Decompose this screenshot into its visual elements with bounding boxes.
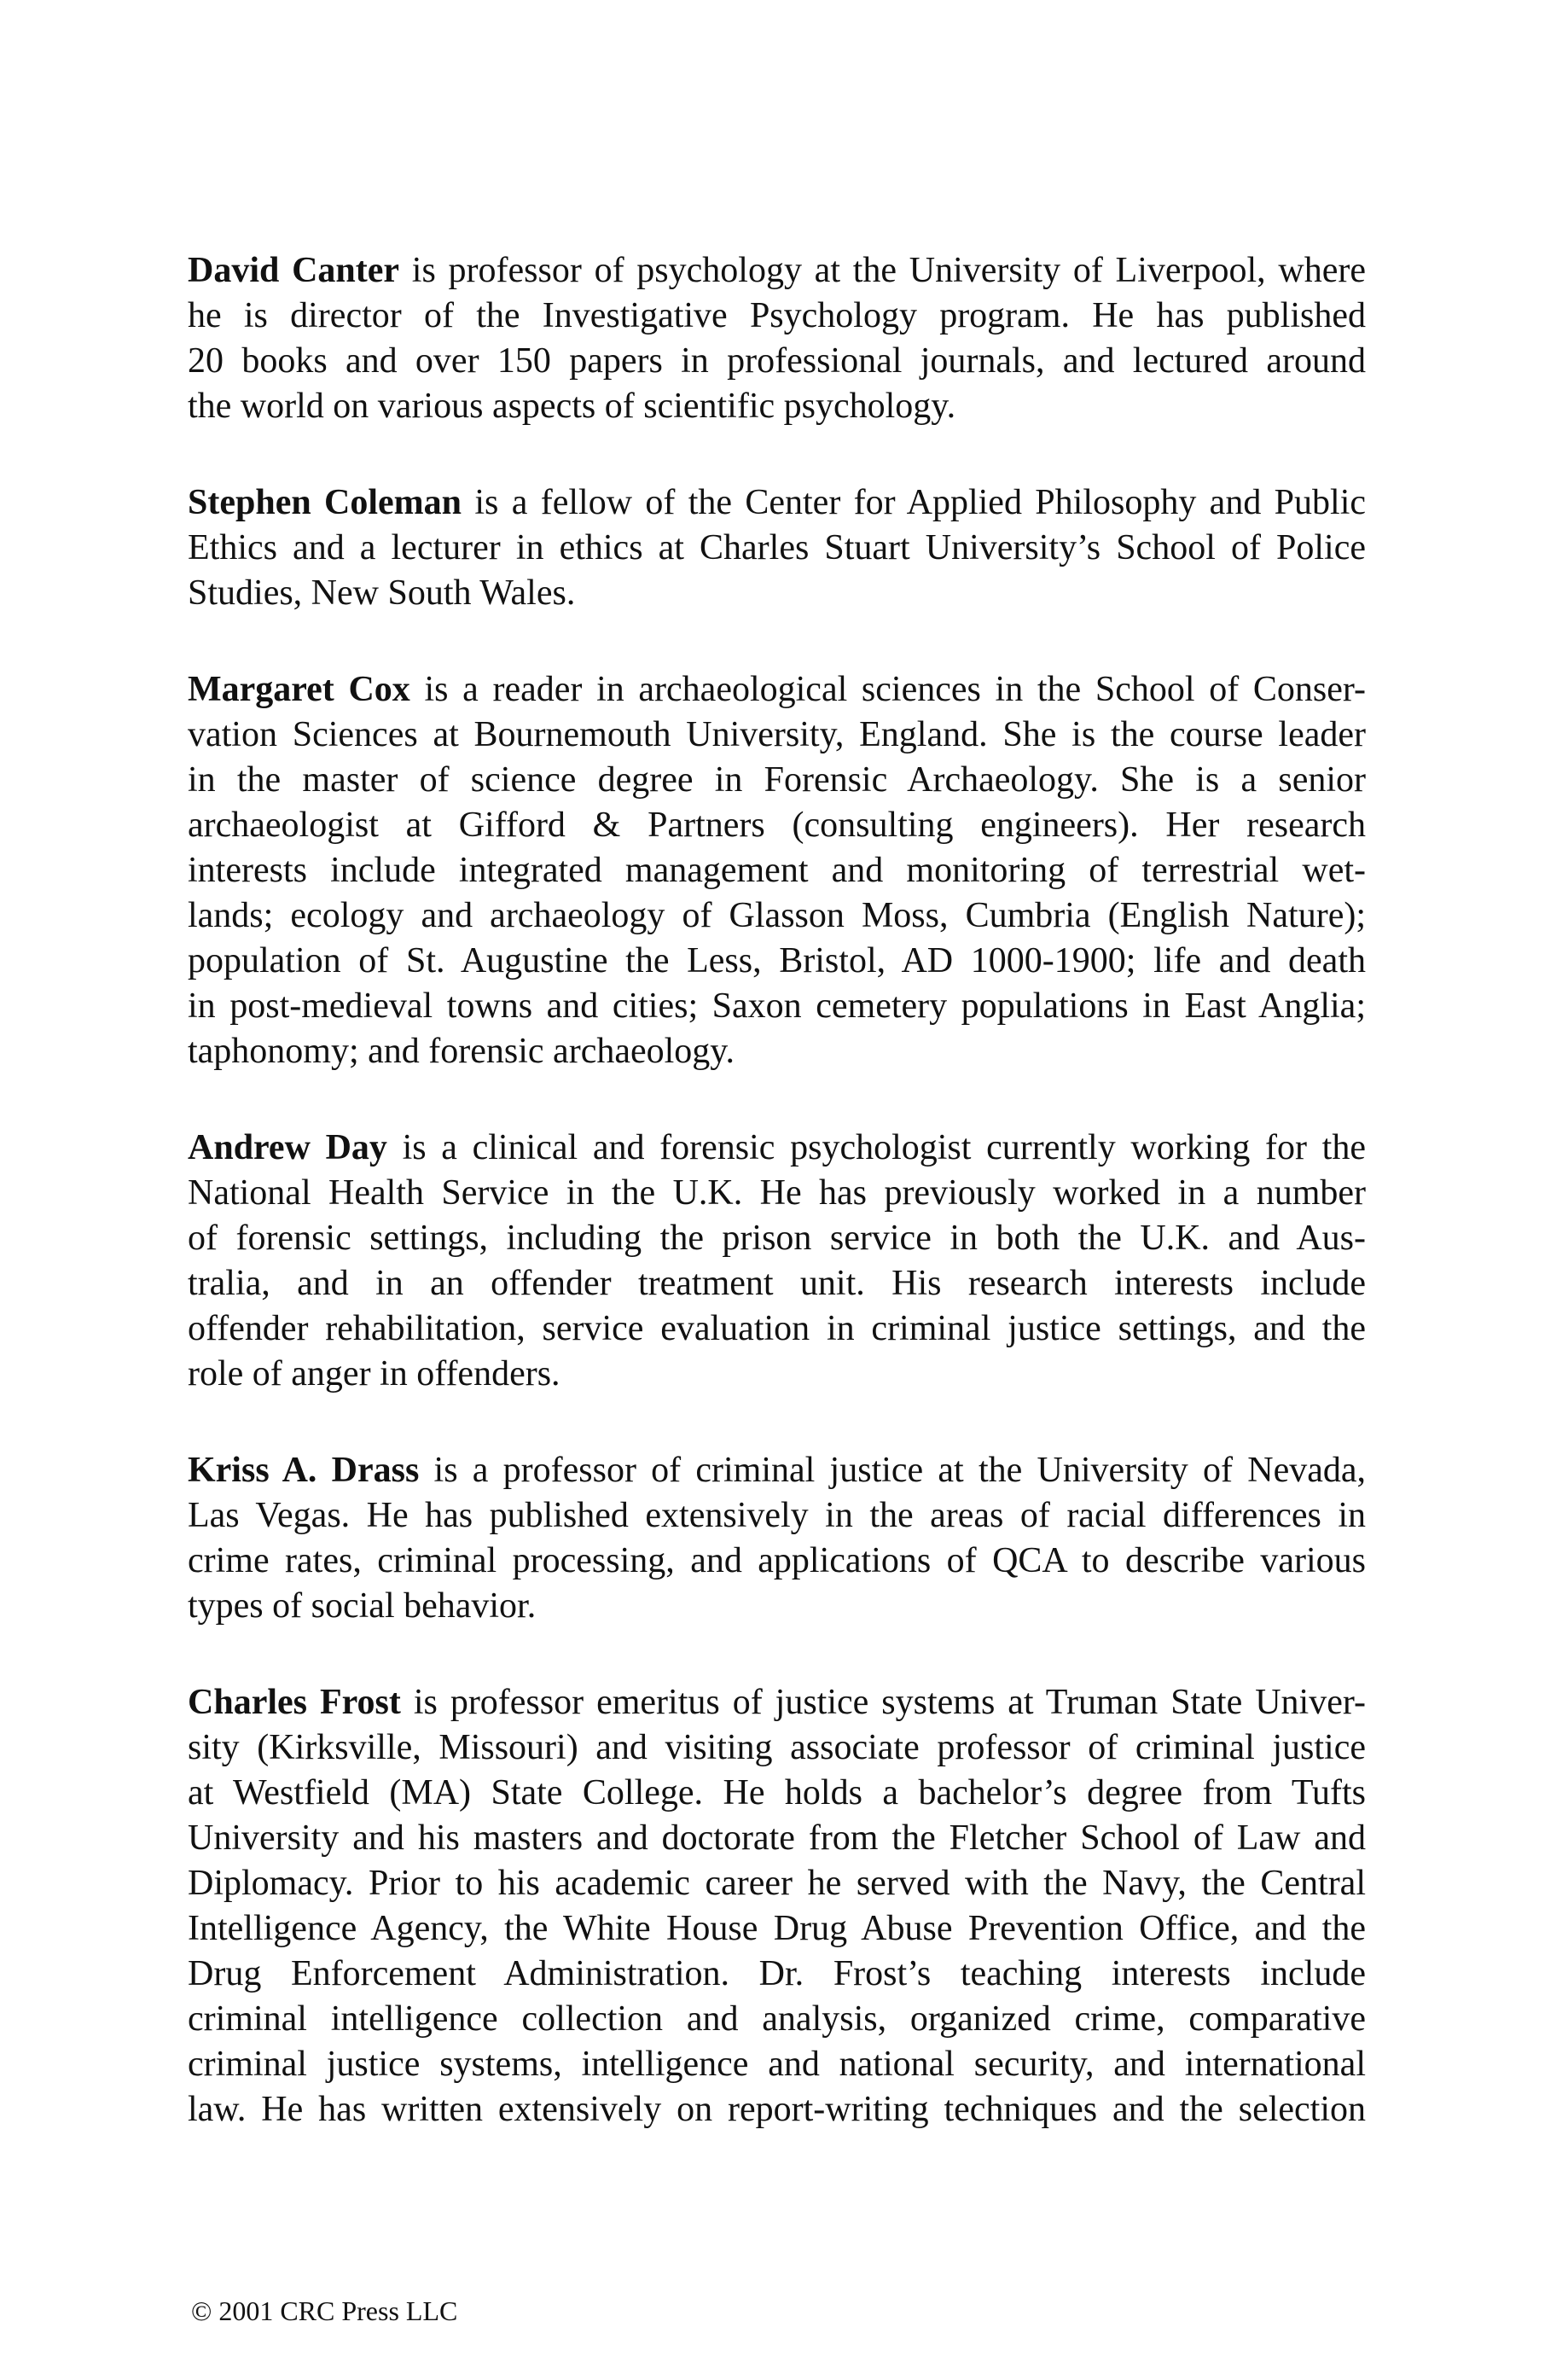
bio-line: role of anger in offenders.: [188, 1354, 560, 1393]
bio-line: in the master of science degree in Forensic Archaeology. She is a senior: [188, 760, 1366, 800]
bio-line: law. He has written extensively on report-writing techniques and the selection: [188, 2090, 1366, 2129]
bio-line: [188, 248, 1366, 294]
bio-text: is a clinical and forensic psychologist currently working for the: [386, 1128, 1366, 1167]
bio-line: of forensic settings, including the prison service in both the U.K. and Aus-: [188, 1219, 1366, 1258]
bio-line: Studies, New South Wales.: [188, 573, 576, 613]
contributor-name: Margaret Cox: [188, 670, 410, 709]
bio-line: criminal intelligence collection and analysis, organized crime, comparative: [188, 1999, 1366, 2039]
contributor-name: Stephen Coleman: [188, 483, 462, 522]
bio-line: [188, 480, 1366, 526]
bio-paragraph: [188, 1680, 1366, 2132]
bio-line: University and his masters and doctorate from the Fletcher School of Law and: [188, 1818, 1366, 1858]
contributor-name: Charles Frost: [188, 1683, 401, 1722]
bio-line: the world on various aspects of scientific psychology.: [188, 387, 956, 426]
bio-line: interests include integrated management and monitoring of terrestrial wet-: [188, 851, 1366, 890]
bio-line: National Health Service in the U.K. He has previously worked in a number: [188, 1173, 1366, 1213]
copyright-footer: © 2001 CRC Press LLC: [191, 2295, 458, 2326]
bio-paragraph: [188, 480, 1366, 616]
bio-line: archaeologist at Gifford & Partners (consulting engineers). Her research: [188, 806, 1366, 845]
contributor-bios: [188, 248, 1366, 2184]
bio-line: crime rates, criminal processing, and applications of QCA to describe various: [188, 1541, 1366, 1580]
bio-line: taphonomy; and forensic archaeology.: [188, 1032, 735, 1071]
bio-line: Intelligence Agency, the White House Drug Abuse Prevention Office, and the: [188, 1909, 1366, 1948]
bio-line: types of social behavior.: [188, 1586, 537, 1626]
bio-paragraph: [188, 1126, 1366, 1397]
bio-line: tralia, and in an offender treatment unit. His research interests include: [188, 1264, 1366, 1303]
bio-text: is a reader in archaeological sciences in the School of Conser-: [409, 670, 1367, 709]
bio-line: [188, 1448, 1366, 1493]
bio-line: [188, 667, 1366, 713]
bio-line: in post-medieval towns and cities; Saxon cemetery populations in East Anglia;: [188, 986, 1366, 1026]
bio-line: Drug Enforcement Administration. Dr. Frost’s teaching interests include: [188, 1954, 1366, 1993]
bio-line: he is director of the Investigative Psychology program. He has published: [188, 296, 1366, 335]
bio-line: sity (Kirksville, Missouri) and visiting associate professor of criminal justice: [188, 1728, 1366, 1767]
bio-paragraph: [188, 248, 1366, 429]
bio-text: is professor of psychology at the University of Liverpool, where: [399, 251, 1366, 290]
bio-text: is professor emeritus of justice systems at Truman State Univer-: [400, 1683, 1366, 1722]
contributor-name: Kriss A. Drass: [188, 1451, 420, 1490]
contributor-name: David Canter: [188, 251, 400, 290]
bio-line: criminal justice systems, intelligence and national security, and international: [188, 2045, 1366, 2084]
bio-line: Las Vegas. He has published extensively in the areas of racial differences in: [188, 1496, 1366, 1535]
bio-line: vation Sciences at Bournemouth University, England. She is the course leader: [188, 715, 1366, 754]
bio-paragraph: [188, 1448, 1366, 1629]
bio-line: 20 books and over 150 papers in professional journals, and lectured around: [188, 341, 1366, 381]
bio-line: offender rehabilitation, service evaluation in criminal justice settings, and the: [188, 1309, 1366, 1348]
bio-line: Ethics and a lecturer in ethics at Charles Stuart University’s School of Police: [188, 528, 1366, 567]
contributor-name: Andrew Day: [188, 1128, 387, 1167]
bio-line: Diplomacy. Prior to his academic career he served with the Navy, the Central: [188, 1864, 1366, 1903]
bio-line: at Westfield (MA) State College. He holds a bachelor’s degree from Tufts: [188, 1773, 1366, 1812]
bio-line: lands; ecology and archaeology of Glasson Moss, Cumbria (English Nature);: [188, 896, 1366, 935]
bio-paragraph: [188, 667, 1366, 1074]
bio-line: [188, 1680, 1366, 1725]
bio-text: is a professor of criminal justice at the University of Nevada,: [419, 1451, 1366, 1490]
bio-line: [188, 1126, 1366, 1171]
bio-line: population of St. Augustine the Less, Bristol, AD 1000-1900; life and death: [188, 941, 1366, 980]
bio-text: is a fellow of the Center for Applied Philosophy and Public: [462, 483, 1367, 522]
